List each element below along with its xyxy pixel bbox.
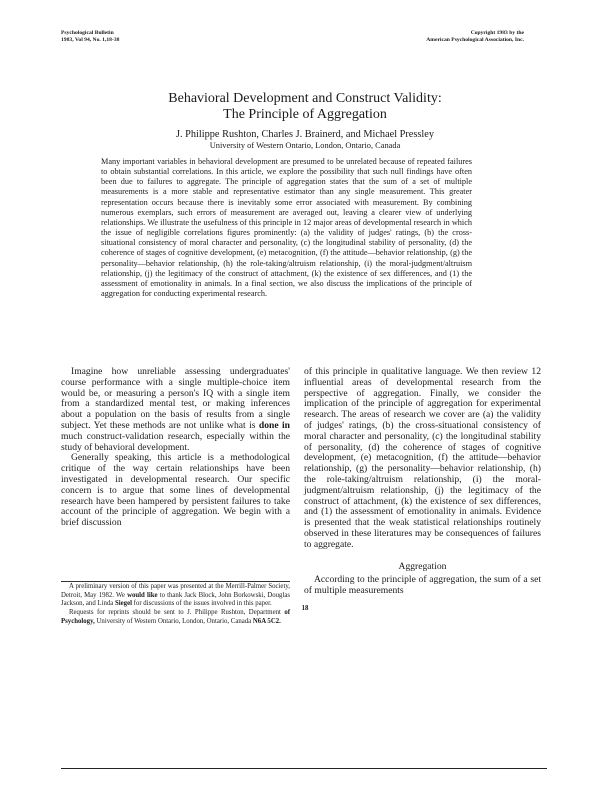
- title-line-2: The Principle of Aggregation: [223, 107, 387, 122]
- authors: J. Philippe Rushton, Charles J. Brainerd, and Michael Pressley: [176, 129, 434, 140]
- affiliation: University of Western Ontario, London, Ontario, Canada: [209, 141, 401, 150]
- critique-paragraph: Generally speaking, this article is a methodological critique of the way certain relationships have been investigated in developmental research. Our specific concern is to argue that some lines of developmental research have been hampered by persistent failures to take account of the principle of aggregation. We begin with a brief discussion: [61, 452, 290, 529]
- copyright-header: [426, 30, 524, 44]
- aggregation-paragraph: According to the principle of aggregation, the sum of a set of multiple measurements: [304, 574, 541, 597]
- section-heading-aggregation: Aggregation: [398, 560, 447, 572]
- footnote-preliminary: A preliminary version of this paper was presented at the Merrill-Palmer Society, Detroit, May 1982. We would like to thank Jack Block, John Borkowski, Douglas Jackson, and Linda Siegel for discussions of the issues involved in this paper.: [61, 583, 291, 608]
- publisher-line: American Psychological Association, Inc.: [426, 37, 524, 43]
- bottom-rule: [61, 768, 547, 769]
- journal-header: [61, 30, 119, 44]
- footnotes: [61, 581, 290, 627]
- journal-volume: 1983, Vol 94, No. 1,18-38: [61, 37, 120, 43]
- title-line-1: Behavioral Development and Construct Validity:: [168, 91, 442, 106]
- body-column-left: [61, 367, 290, 529]
- footnote-reprints: Requests for reprints should be sent to J. Philippe Rushton, Department of Psychology, University of Western Ontario, London, Ontario, Canada N6A 5C2.: [61, 609, 290, 625]
- abstract: Many important variables in behavioral development are presumed to be unrelated because of repeated failures to obtain substantial correlations. In this article, we explore the possibility that such null findings have often been due to failures to aggregate. The principle of aggregation states that the sum of a set of multiple measurements is a more stable and representative estimator than any single measurement. This greater representation occurs because there is inevitably some error associated with measurement. By combining numerous exemplars, such errors of measurement are averaged out, leaving a clearer view of underlying relationships. We illustrate the usefulness of this principle in 12 major areas of developmental research in which the issue of negligible correlations figures prominently: (a) the validity of judges' ratings, (b) the cross-situational consistency of moral character and personality, (c) the longitudinal stability of personality, (d) the coherence of stages of cognitive development, (e) metacognition, (f) the attitude—behavior relationship, (g) the personality—behavior relationship, (h) the role-taking/altruism relationship, (i) the moral-judgment/altruism relationship, (j) the legitimacy of the construct of attachment, (k) the existence of sex differences, and (1) the assessment of emotionality in animals. In a final section, we also discuss the implications of the principle of aggregation for conducting experimental research.: [101, 157, 472, 299]
- overview-paragraph: of this principle in qualitative language. We then review 12 influential areas of developmental research from the perspective of aggregation. Finally, we consider the implication of the principle of aggregation for experimental research. The areas of research we cover are (a) the validity of judges' ratings, (b) the cross-situational consistency of moral character and personality, (c) the longitudinal stability of personality, (d) the coherence of stages of cognitive development, (e) metacognition, (f) the attitude—behavior relationship, (g) the personality—behavior relationship, (h) the role-taking/altruism relationship, (i) the moral-judgment/altruism relationship, (j) the legitimacy of the construct of attachment, (k) the existence of sex differences, and (1) the assessment of emotionality in animals. Evidence is presented that the weak statistical relationships routinely observed in these literatures may be consequences of failures to aggregate.: [304, 366, 541, 550]
- body-column-right: [304, 367, 541, 597]
- intro-paragraph: Imagine how unreliable assessing undergraduates' course performance with a single multiple-choice item would be, or measuring a person's IQ with a single item from a standardized mental test, or making inferences about a population on the basis of results from a single subject. Yet these methods are not unlike what is done in much construct-validation research, especially within the study of behavioral development.: [61, 366, 290, 453]
- page-number: 18: [301, 605, 309, 612]
- copyright-line: Copyright 1983 by the: [470, 30, 524, 36]
- journal-name: Psychological Bulletin: [61, 30, 114, 36]
- article-title: [0, 91, 610, 123]
